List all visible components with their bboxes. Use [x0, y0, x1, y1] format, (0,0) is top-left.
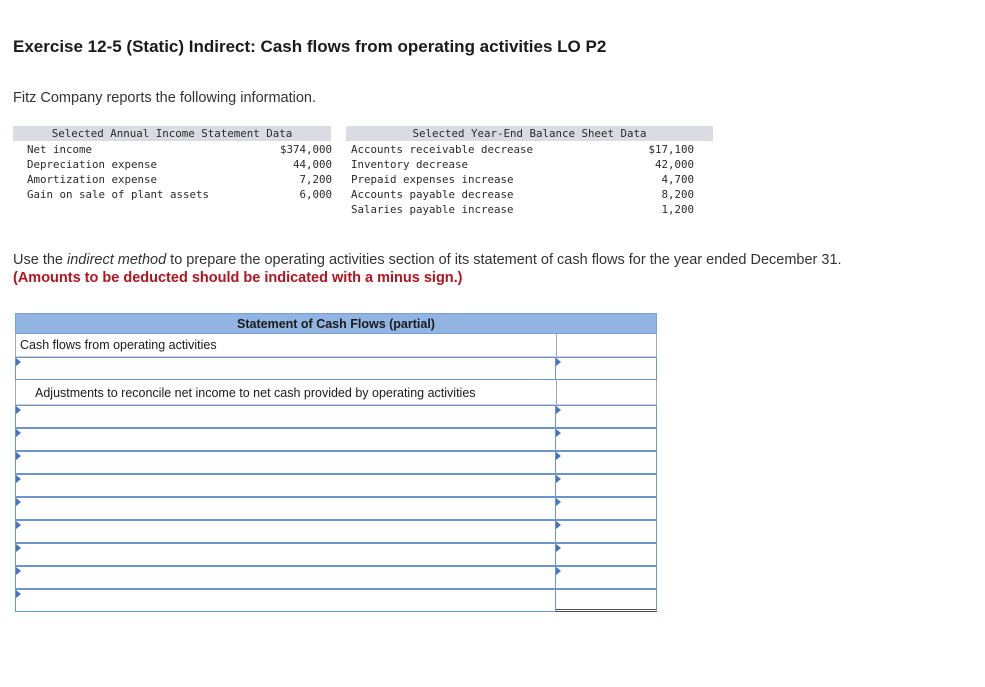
amount-input-cell[interactable] — [556, 451, 657, 474]
data-label: Accounts receivable decrease — [351, 143, 534, 156]
instructions-emphasis: indirect method — [67, 252, 167, 268]
data-label: Amortization expense — [27, 173, 158, 186]
label-dropdown[interactable] — [15, 497, 556, 520]
label-dropdown[interactable] — [15, 474, 556, 497]
section-label: Cash flows from operating activities — [15, 334, 556, 357]
amount-input[interactable] — [556, 452, 656, 473]
instructions-before: Use the — [13, 252, 67, 268]
adjustments-row — [15, 380, 657, 405]
statement-of-cash-flows-table — [15, 313, 657, 612]
instructions-after: to prepare the operating activities section of its statement of cash flows for the year ended December 31. — [166, 252, 842, 268]
data-label: Net income — [27, 143, 93, 156]
input-row — [15, 405, 657, 428]
amount-cell-static — [556, 334, 657, 357]
given-data-block — [13, 126, 713, 221]
data-label: Salaries payable increase — [351, 203, 514, 216]
statement-title: Statement of Cash Flows (partial) — [15, 313, 657, 334]
minus-sign-note: (Amounts to be deducted should be indicated with a minus sign.) — [13, 270, 463, 286]
amount-input[interactable] — [556, 521, 656, 542]
data-row — [351, 187, 694, 202]
balance-sheet-heading: Selected Year-End Balance Sheet Data — [346, 126, 713, 141]
amount-input[interactable] — [556, 358, 656, 379]
data-row — [27, 157, 332, 172]
dropdown-arrow-icon — [16, 406, 21, 414]
data-row — [27, 172, 332, 187]
amount-input-cell[interactable] — [556, 497, 657, 520]
data-value: 42,000 — [654, 158, 694, 171]
dropdown-arrow-icon — [16, 429, 21, 437]
data-label: Gain on sale of plant assets — [27, 188, 210, 201]
amount-cell-static — [556, 380, 657, 405]
dropdown-arrow-icon — [16, 498, 21, 506]
dropdown-arrow-icon — [16, 544, 21, 552]
input-row — [15, 357, 657, 380]
label-dropdown[interactable] — [15, 357, 556, 380]
total-amount-cell[interactable] — [556, 589, 657, 612]
label-dropdown[interactable] — [15, 451, 556, 474]
amount-input-cell[interactable] — [556, 357, 657, 380]
amount-input[interactable] — [556, 406, 656, 427]
dropdown-arrow-icon — [16, 475, 21, 483]
data-value: 6,000 — [299, 188, 332, 201]
amount-input-cell[interactable] — [556, 520, 657, 543]
dropdown-arrow-icon — [16, 452, 21, 460]
input-row — [15, 543, 657, 566]
dropdown-arrow-icon — [16, 521, 21, 529]
amount-input-cell[interactable] — [556, 474, 657, 497]
data-value: 1,200 — [661, 203, 694, 216]
section-row — [15, 334, 657, 357]
label-dropdown[interactable] — [15, 405, 556, 428]
dropdown-arrow-icon — [16, 358, 21, 366]
input-row-total — [15, 589, 657, 612]
amount-input[interactable] — [556, 429, 656, 450]
amount-input-cell[interactable] — [556, 405, 657, 428]
data-value: $374,000 — [279, 143, 332, 156]
instructions-text — [13, 252, 842, 268]
input-row — [15, 520, 657, 543]
label-dropdown[interactable] — [15, 543, 556, 566]
label-dropdown[interactable] — [15, 428, 556, 451]
data-value: 44,000 — [292, 158, 332, 171]
input-row — [15, 451, 657, 474]
intro-text: Fitz Company reports the following information. — [13, 90, 317, 106]
amount-input[interactable] — [556, 544, 656, 565]
input-row — [15, 497, 657, 520]
data-row — [351, 157, 694, 172]
amount-input-cell[interactable] — [556, 428, 657, 451]
amount-input[interactable] — [556, 475, 656, 496]
label-dropdown[interactable] — [15, 520, 556, 543]
data-value: $17,100 — [648, 143, 694, 156]
data-row — [351, 172, 694, 187]
exercise-title: Exercise 12-5 (Static) Indirect: Cash flows from operating activities LO P2 — [13, 37, 607, 56]
amount-input-cell[interactable] — [556, 566, 657, 589]
dropdown-arrow-icon — [16, 567, 21, 575]
total-amount-input[interactable] — [556, 590, 656, 609]
data-value: 8,200 — [661, 188, 694, 201]
data-value: 7,200 — [299, 173, 332, 186]
adjustments-label: Adjustments to reconcile net income to net cash provided by operating activities — [15, 380, 556, 405]
data-label: Depreciation expense — [27, 158, 158, 171]
input-row — [15, 566, 657, 589]
amount-input[interactable] — [556, 567, 656, 588]
input-row — [15, 474, 657, 497]
data-row — [351, 142, 694, 157]
data-label: Prepaid expenses increase — [351, 173, 514, 186]
amount-input[interactable] — [556, 498, 656, 519]
data-row — [27, 142, 332, 157]
data-label: Inventory decrease — [351, 158, 469, 171]
label-dropdown[interactable] — [15, 566, 556, 589]
dropdown-arrow-icon — [16, 590, 21, 598]
input-row — [15, 428, 657, 451]
data-label: Accounts payable decrease — [351, 188, 514, 201]
data-row — [27, 187, 332, 202]
label-dropdown[interactable] — [15, 589, 556, 612]
amount-input-cell[interactable] — [556, 543, 657, 566]
income-statement-heading: Selected Annual Income Statement Data — [13, 126, 331, 141]
data-value: 4,700 — [661, 173, 694, 186]
data-row — [351, 202, 694, 217]
